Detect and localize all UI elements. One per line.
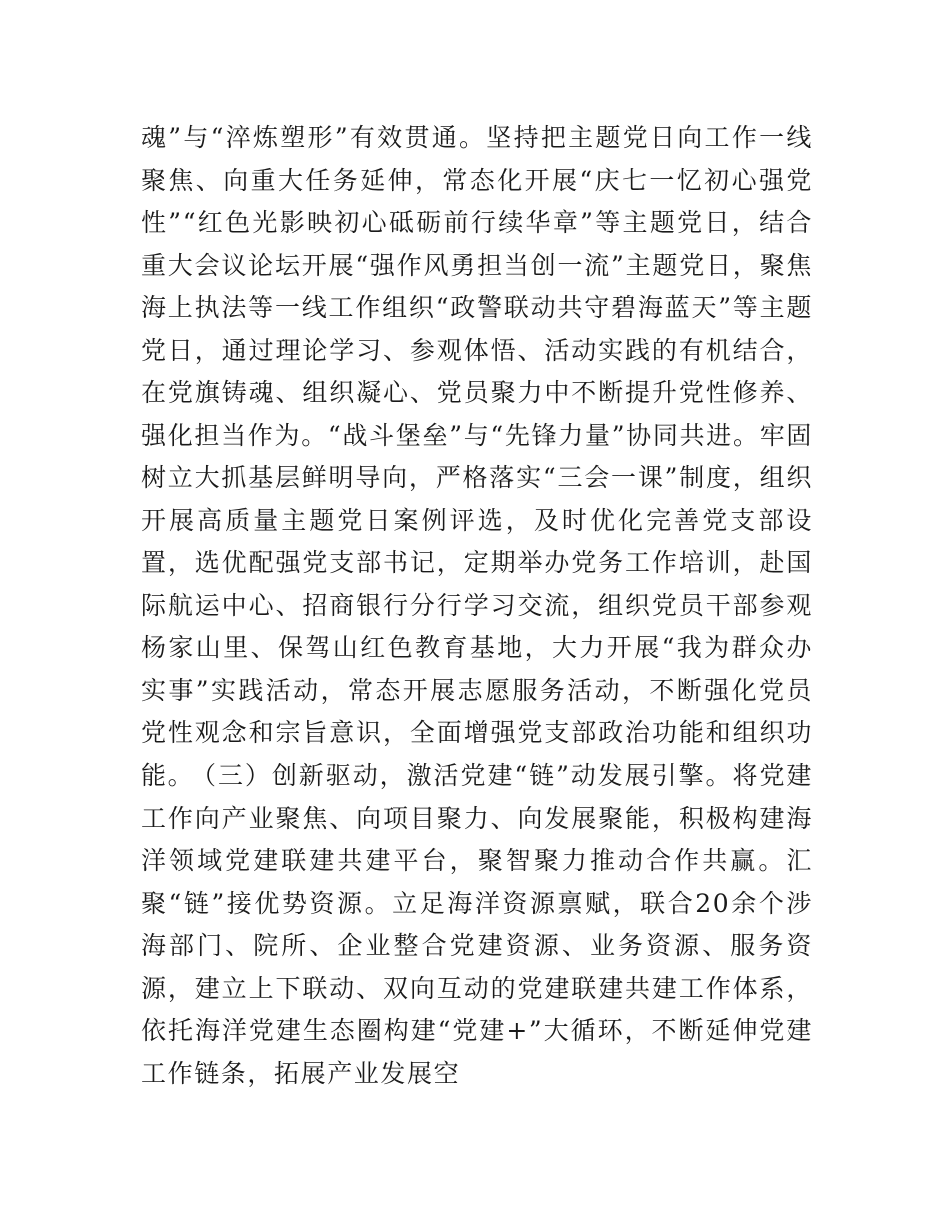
body-paragraph-continued: 魂”与“淬炼塑形”有效贯通。坚持把主题党日向工作一线聚焦、向重大任务延伸，常态化开展“庆七一忆初心强党性”“红色光影映初心砥砺前行续华章”等主题党日，结合重大会议论坛开展“强作风勇担当创一流”主题党日，聚焦海上执法等一线工作组织“政警联动共守碧海蓝天”等主题党日，通过理论学习、参观体悟、活动实践的有机结合，在党旗铸魂、组织凝心、党员聚力中不断提升党性修养、强化担当作为。“战斗堡垒”与“先锋力量”协同共进。牢固树立大抓基层鲜明导向，严格落实“三会一课”制度，组织开展高质量主题党日案例评选，及时优化完善党支部设置，选优配强党支部书记，定期举办党务工作培训，赴国际航运中心、招商银行分行学习交流，组织党员干部参观杨家山里、保驾山红色教育基地，大力开展“我为群众办实事”实践活动，常态开展志愿服务活动，不断强化党员党性观念和宗旨意识，全面增强党支部政治功能和组织功能。: [141, 123, 813, 790]
body-paragraph-section-three: （三）创新驱动，激活党建“链”动发展引擎。将党建工作向产业聚焦、向项目聚力、向发展聚能，积极构建海洋领域党建联建共建平台，聚智聚力推动合作共赢。汇聚“链”接优势资源。立足海洋资源禀赋，联合20余个涉海部门、院所、企业整合党建资源、业务资源、服务资源，建立上下联动、双向互动的党建联建共建工作体系，依托海洋党建生态圈构建“党建+”大循环，不断延伸党建工作链条，拓展产业发展空: [141, 761, 813, 1088]
